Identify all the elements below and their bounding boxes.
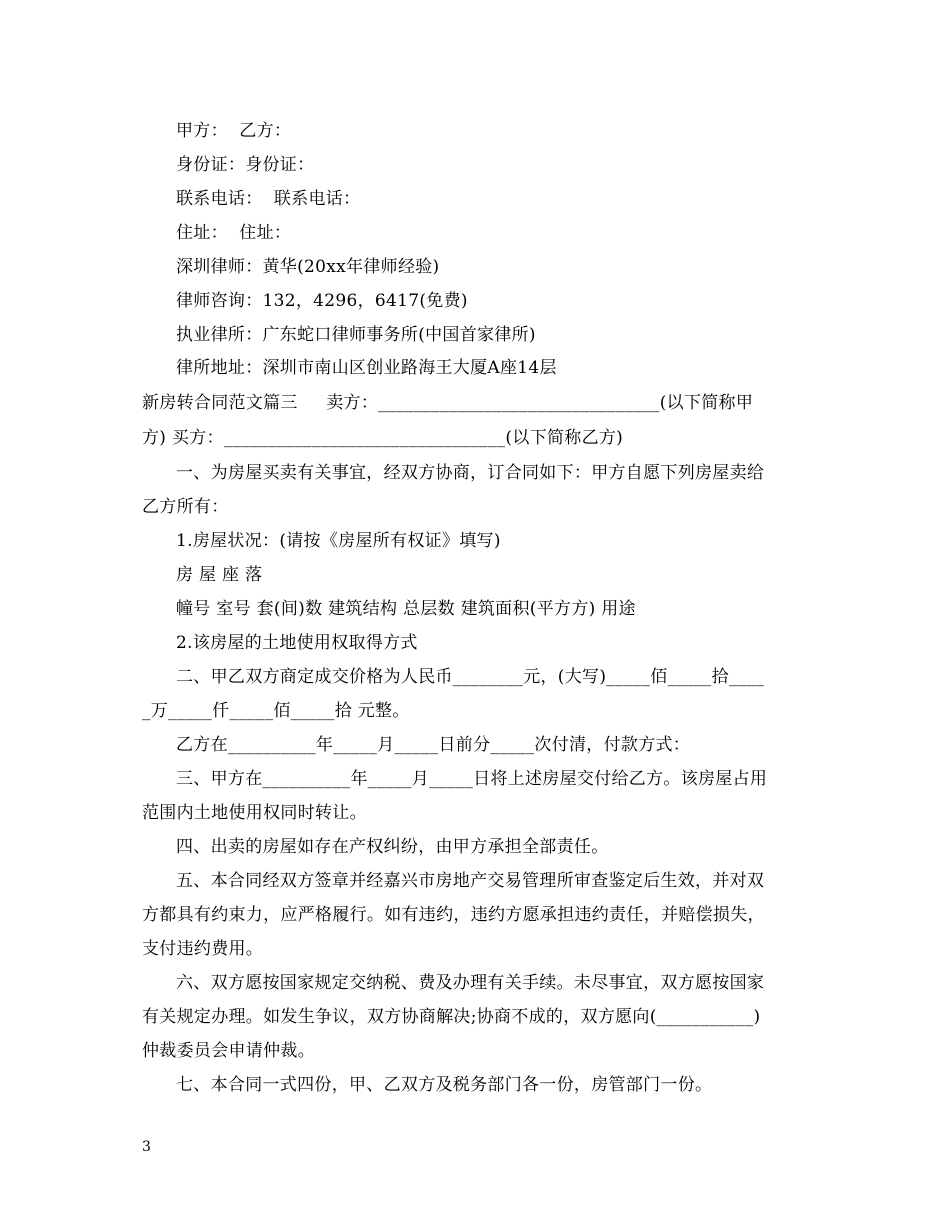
clause-5-line-1: 五、本合同经双方签章并经嘉兴市房地产交易管理所审查鉴定后生效，并对双 [176, 871, 765, 891]
property-status-line: 1.房屋状况：(请按《房屋所有权证》填写) [176, 531, 501, 551]
clause-5-line-2: 方都具有约束力，应严格履行。如有违约，违约方愿承担违约责任，并赔偿损失， [142, 905, 765, 925]
address-line: 住址： 住址： [176, 223, 292, 243]
clause-1-line-2: 乙方所有： [142, 497, 229, 517]
buyer-line: 方) 买方：________________________________(以下简称乙方) [142, 428, 624, 448]
page-number: 3 [142, 1139, 151, 1155]
clause-6-line-1: 六、双方愿按国家规定交纳税、费及办理有关手续。未尽事宜，双方愿按国家 [176, 973, 765, 993]
consult-line: 律师咨询：132，4296，6417(免费) [176, 291, 468, 311]
clause-6-line-2: 有关规定办理。如发生争议，双方协商解决;协商不成的，双方愿向(___________) [142, 1007, 761, 1027]
property-fields-line: 幢号 室号 套(间)数 建筑结构 总层数 建筑面积(平方方) 用途 [176, 599, 636, 619]
firm-address-line: 律所地址：深圳市南山区创业路海王大厦A座14层 [176, 358, 557, 378]
clause-2-line-2: _万_____仟_____佰_____拾 元整。 [142, 701, 410, 721]
id-card-line: 身份证：身份证： [176, 155, 315, 175]
clause-1-line-1: 一、为房屋买卖有关事宜，经双方协商，订合同如下：甲方自愿下列房屋卖给 [176, 463, 765, 483]
law-firm-line: 执业律所：广东蛇口律师事务所(中国首家律所) [176, 325, 536, 345]
lawyer-line: 深圳律师：黄华(20xx年律师经验) [176, 257, 440, 277]
clause-5-line-3: 支付违约费用。 [142, 939, 264, 959]
party-names-line: 甲方： 乙方： [176, 121, 292, 141]
phone-line: 联系电话： 联系电话： [176, 189, 361, 209]
contract-title-seller-line: 新房转合同范文篇三 卖方：________________________________(以下简称甲 [142, 393, 754, 413]
clause-7-line: 七、本合同一式四份，甲、乙双方及税务部门各一份，房管部门一份。 [176, 1075, 713, 1095]
property-location-line: 房 屋 座 落 [176, 565, 263, 585]
clause-4-line: 四、出卖的房屋如存在产权纠纷，由甲方承担全部责任。 [176, 837, 609, 857]
clause-6-line-3: 仲裁委员会申请仲裁。 [142, 1041, 315, 1061]
clause-3-line-1: 三、甲方在__________年_____月_____日将上述房屋交付给乙方。该房屋占用 [176, 769, 768, 789]
clause-2-line-1: 二、甲乙双方商定成交价格为人民币________元，(大写)_____佰_____拾____ [176, 667, 765, 687]
clause-3-line-2: 范围内土地使用权同时转让。 [142, 803, 367, 823]
payment-line: 乙方在__________年_____月_____日前分_____次付清，付款方式： [176, 735, 691, 755]
land-use-line: 2.该房屋的土地使用权取得方式 [176, 633, 418, 653]
